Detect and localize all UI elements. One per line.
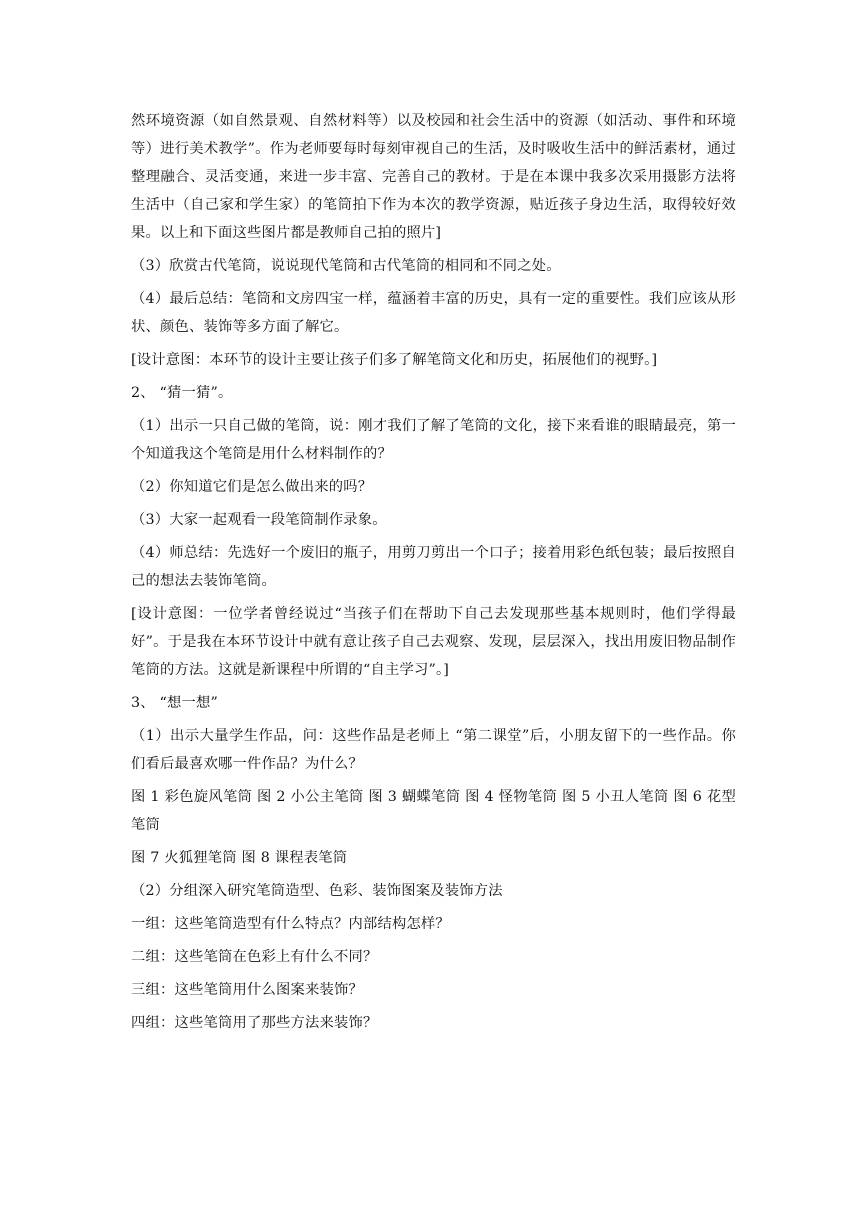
paragraph-think-step-2: （2）分组深入研究笔筒造型、色彩、装饰图案及装饰方法 (131, 883, 503, 899)
paragraph-design-intent-self-learning: [设计意图：一位学者曾经说过“当孩子们在帮助下自己去发现那些基本规则时，他们学得最好”。于是我在本环节设计中就有意让孩子自己去观察、发现，层层深入，找出用废旧物品制作笔筒的方法。这就是新课程中所谓的“自主学习”。] (131, 606, 736, 678)
section-heading-guess: 2、 “猜一猜”。 (131, 385, 233, 401)
section-heading-think: 3、 “想一想” (131, 695, 219, 711)
paragraph-guess-step-4: （4）师总结：先选好一个废旧的瓶子，用剪刀剪出一个口子；接着用彩色纸包装；最后按照自己的想法去装饰笔筒。 (131, 545, 736, 589)
paragraph-step-3-appreciate: （3）欣赏古代笔筒，说说现代笔筒和古代笔筒的相同和不同之处。 (131, 258, 561, 274)
paragraph-design-intent-continuation: 然环境资源（如自然景观、自然材料等）以及校园和社会生活中的资源（如活动、事件和环境等）进行美术教学”。作为老师要每时每刻审视自己的生活，及时吸收生活中的鲜活素材，通过整理融合、灵活变通，来进一步丰富、完善自己的教材。于是在本课中我多次采用摄影方法将生活中（自己家和学生家）的笔筒拍下作为本次的教学资源，贴近孩子身边生活，取得较好效果。以上和下面这些图片都是教师自己拍的照片] (131, 113, 736, 241)
figure-captions-line-2: 图 7 火狐狸笔筒 图 8 课程表笔筒 (131, 850, 348, 866)
group-2-question: 二组：这些笔筒在色彩上有什么不同？ (131, 949, 378, 965)
group-3-question: 三组：这些笔筒用什么图案来装饰？ (131, 982, 363, 998)
paragraph-think-step-1: （1）出示大量学生作品，问：这些作品是老师上 “第二课堂”后，小朋友留下的一些作品。你们看后最喜欢哪一件作品？为什么？ (131, 728, 736, 772)
paragraph-guess-step-3: （3）大家一起观看一段笔筒制作录象。 (131, 512, 387, 528)
paragraph-guess-step-1: （1）出示一只自己做的笔筒，说：刚才我们了解了笔筒的文化，接下来看谁的眼睛最亮，第一个知道我这个笔筒是用什么材料制作的？ (131, 418, 736, 462)
paragraph-guess-step-2: （2）你知道它们是怎么做出来的吗？ (131, 479, 373, 495)
document-body (131, 107, 736, 1042)
paragraph-step-4-summary: （4）最后总结：笔筒和文房四宝一样，蕴涵着丰富的历史，具有一定的重要性。我们应该从形状、颜色、装饰等多方面了解它。 (131, 291, 736, 335)
paragraph-design-intent-culture: [设计意图：本环节的设计主要让孩子们多了解笔筒文化和历史，拓展他们的视野。] (131, 352, 658, 368)
group-1-question: 一组：这些笔筒造型有什么特点？内部结构怎样？ (131, 916, 450, 932)
group-4-question: 四组：这些笔筒用了那些方法来装饰？ (131, 1015, 378, 1031)
figure-captions-line-1: 图 1 彩色旋风笔筒 图 2 小公主笔筒 图 3 蝴蝶笔筒 图 4 怪物笔筒 图 5 小丑人笔筒 图 6 花型笔筒 (131, 789, 736, 833)
